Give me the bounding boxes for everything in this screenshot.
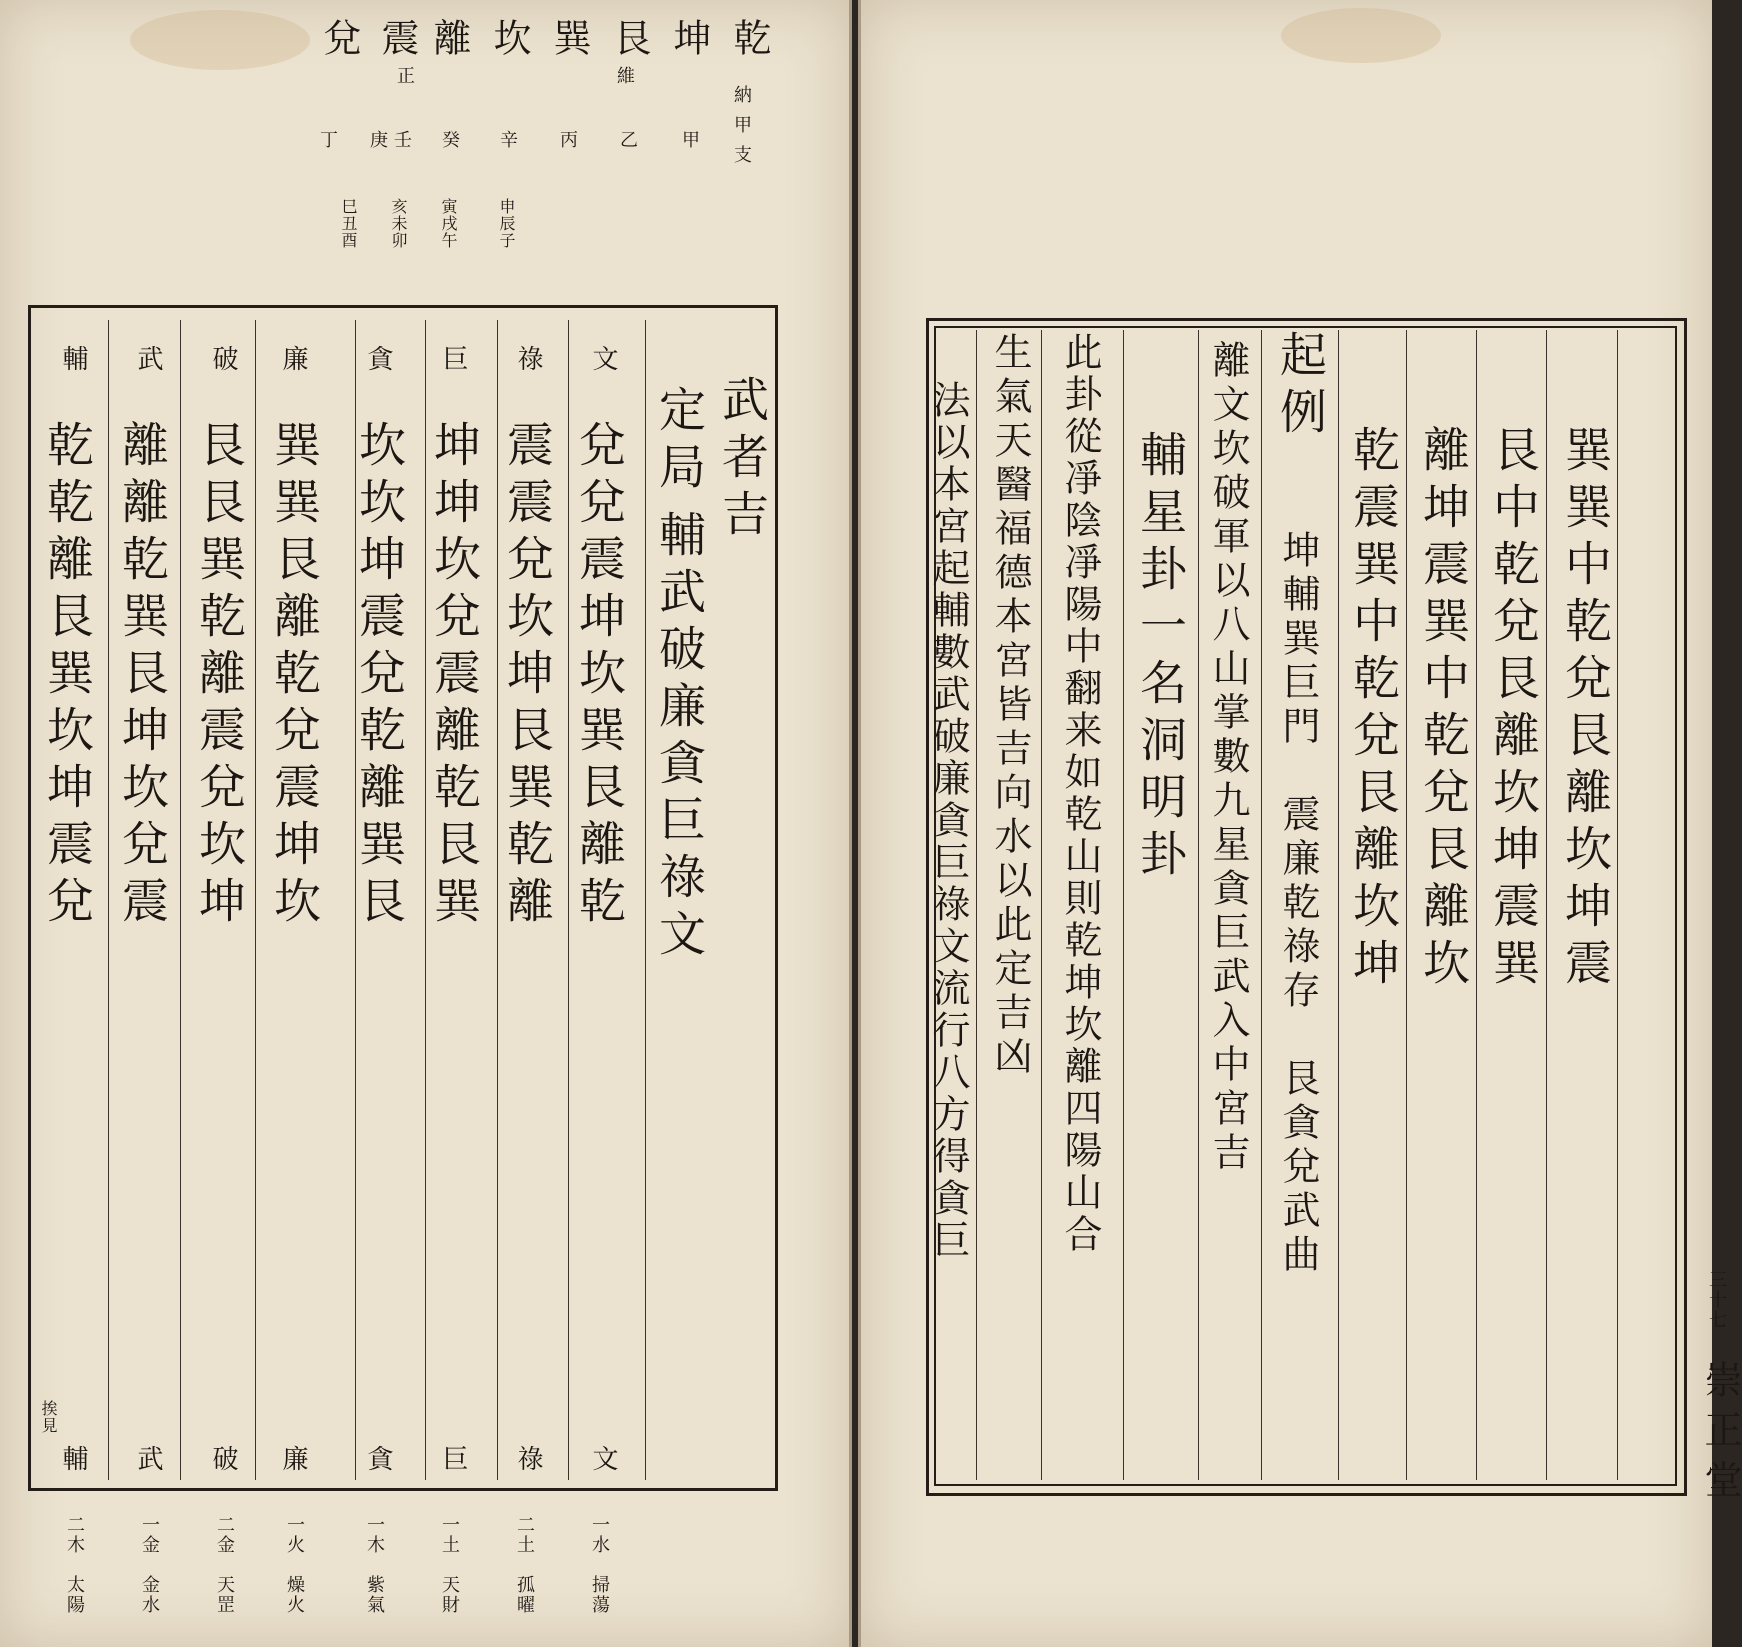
margin-note: 挨見 [39, 1400, 58, 1434]
element-po: 二金 [214, 1515, 235, 1555]
star-order-row: 輔武破廉貪巨祿文 [651, 510, 706, 966]
example-line-3: 輔星卦一名洞明卦 [1132, 430, 1187, 886]
branch-group-2: 寅戌午 [439, 198, 458, 249]
header-li: 離 [427, 18, 471, 68]
name-wu: 金水 [139, 1575, 160, 1615]
column-seq-wen: 兌兌震坤坎巽艮離乾 [571, 420, 626, 933]
header-wei-mark: 維 [614, 66, 635, 86]
element-wu: 一金 [139, 1515, 160, 1555]
example-line-1: 坤輔巽巨門 震廉乾祿存 艮貪兌武曲 [1276, 530, 1320, 1278]
column-seq-lu: 震震兌坎坤艮巽乾離 [499, 420, 554, 933]
element-lu: 二土 [514, 1515, 535, 1555]
stem-jia: 甲 [679, 130, 700, 150]
column-seq-fu: 乾乾離艮巽坎坤震兌 [39, 420, 94, 933]
column-bottom-lian: 廉 [278, 1445, 308, 1493]
stem-ren: 壬 [391, 130, 412, 150]
element-lian: 一火 [284, 1515, 305, 1555]
header-kun: 坤 [667, 18, 711, 68]
stem-gui: 癸 [439, 130, 460, 150]
column-star-po: 破 [208, 345, 238, 393]
example-line-6: 法以本宮起輔數武破廉貪巨祿文流行八方得貪巨 [926, 380, 970, 1262]
publisher-label: 崇正堂 [1698, 1360, 1742, 1510]
element-ju: 一土 [439, 1515, 460, 1555]
row-2-sequence: 艮中乾兌艮離坎坤震巽 [1485, 425, 1540, 995]
column-bottom-wu: 武 [133, 1445, 163, 1493]
example-line-2: 離文坎破軍以八山掌數九星貪巨武入中宮吉 [1206, 340, 1250, 1176]
column-star-wen: 文 [588, 345, 618, 393]
column-bottom-lu: 祿 [513, 1445, 543, 1493]
column-bottom-ju: 巨 [438, 1445, 468, 1493]
stem-xin: 辛 [497, 130, 518, 150]
header-zheng-mark: 正 [394, 66, 415, 86]
example-line-5: 生氣天醫福德本宮皆吉向水以此定吉凶 [988, 332, 1032, 1080]
column-star-lu: 祿 [513, 345, 543, 393]
stem-ding: 丁 [317, 130, 338, 150]
name-tan: 紫氣 [364, 1575, 385, 1615]
stem-geng: 庚 [367, 130, 388, 150]
page-number: 三十七 [1706, 1270, 1727, 1330]
row-1-sequence: 巽巽中乾兌艮離坎坤震 [1557, 425, 1612, 995]
column-bottom-po: 破 [208, 1445, 238, 1493]
column-bottom-fu: 輔 [58, 1445, 88, 1493]
header-zhen: 震 [375, 18, 419, 68]
column-seq-tan: 坎坎坤震兌乾離巽艮 [351, 420, 406, 933]
row-4-sequence: 乾震巽中乾兌艮離坎坤 [1345, 425, 1400, 995]
header-xun: 巽 [547, 18, 591, 68]
example-line-4: 此卦從凈陰凈陽中翻来如乾山則乾坤坎離四陽山合 [1058, 332, 1102, 1256]
column-star-wu: 武 [133, 345, 163, 393]
left-page [0, 0, 852, 1647]
column-bottom-tan: 貪 [363, 1445, 393, 1493]
name-wen: 掃蕩 [589, 1575, 610, 1615]
branch-group-3: 亥未卯 [389, 198, 408, 249]
column-seq-wu: 離離乾巽艮坤坎兌震 [114, 420, 169, 933]
column-seq-lian: 巽巽艮離乾兌震坤坎 [266, 420, 321, 933]
column-bottom-wen: 文 [588, 1445, 618, 1493]
header-qian: 乾 [727, 18, 771, 68]
element-wen: 一水 [589, 1515, 610, 1555]
header-dui: 兌 [317, 18, 361, 68]
column-star-tan: 貪 [363, 345, 393, 393]
right-page [858, 0, 1742, 1647]
stem-bing: 丙 [557, 130, 578, 150]
column-star-lian: 廉 [278, 345, 308, 393]
column-seq-ju: 坤坤坎兌震離乾艮巽 [426, 420, 481, 933]
name-ju: 天財 [439, 1575, 460, 1615]
branch-group-4: 巳丑酉 [339, 198, 358, 249]
element-fu: 二木 [64, 1515, 85, 1555]
table-subtitle: 定局 [651, 385, 706, 499]
branch-group-1: 申辰子 [497, 198, 516, 249]
example-title: 起例 [1272, 330, 1327, 444]
column-star-ju: 巨 [438, 345, 468, 393]
header-gen: 艮 [607, 18, 651, 68]
name-lian: 燥火 [284, 1575, 305, 1615]
table-title: 武者吉 [714, 375, 769, 546]
row-3-sequence: 離坤震巽中乾兌艮離坎 [1415, 425, 1470, 995]
element-tan: 一木 [364, 1515, 385, 1555]
name-lu: 孤曜 [514, 1575, 535, 1615]
stem-yi: 乙 [617, 130, 638, 150]
header-kan: 坎 [487, 18, 531, 68]
name-fu: 太陽 [64, 1575, 85, 1615]
column-seq-po: 艮艮巽乾離震兌坎坤 [191, 420, 246, 933]
column-star-fu: 輔 [58, 345, 88, 393]
name-po: 天罡 [214, 1575, 235, 1615]
header-najia-note: 納甲支 [731, 85, 752, 175]
